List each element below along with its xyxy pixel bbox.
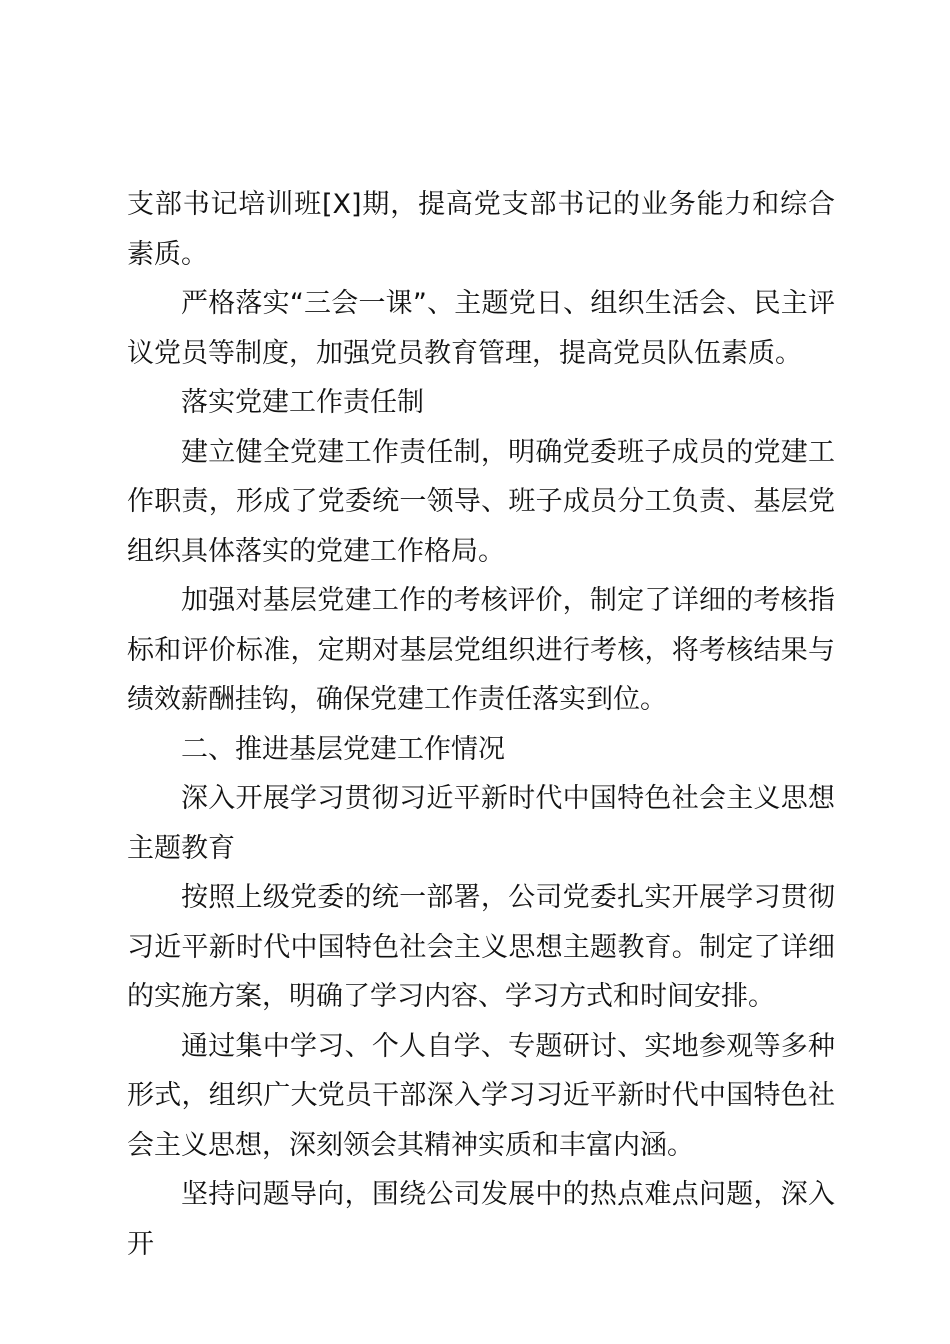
paragraph-9: 通过集中学习、个人自学、专题研讨、实地参观等多种形式，组织广大党员干部深入学习习近平新时代中国特色社会主义思想，深刻领会其精神实质和丰富内涵。 <box>127 1030 835 1161</box>
paragraph-10: 坚持问题导向，围绕公司发展中的热点难点问题，深入开 <box>127 1179 835 1260</box>
paragraph-1: 支部书记培训班[X]期，提高党支部书记的业务能力和综合素质。 <box>127 189 835 270</box>
paragraph-4: 建立健全党建工作责任制，明确党委班子成员的党建工作职责，形成了党委统一领导、班子成员分工负责、基层党组织具体落实的党建工作格局。 <box>127 436 835 567</box>
section-heading-responsibility: 落实党建工作责任制 <box>181 387 424 418</box>
paragraph-2: 严格落实“三会一课”、主题党日、组织生活会、民主评议党员等制度，加强党员教育管理，提高党员队伍素质。 <box>127 288 835 369</box>
subsection-heading-education: 深入开展学习贯彻习近平新时代中国特色社会主义思想主题教育 <box>127 783 835 864</box>
document-body <box>127 180 835 1269</box>
paragraph-5: 加强对基层党建工作的考核评价，制定了详细的考核指标和评价标准，定期对基层党组织进行考核，将考核结果与绩效薪酬挂钩，确保党建工作责任落实到位。 <box>127 585 835 715</box>
section-heading-2: 二、推进基层党建工作情况 <box>181 733 505 765</box>
paragraph-8: 按照上级党委的统一部署，公司党委扎实开展学习贯彻习近平新时代中国特色社会主义思想主题教育。制定了详细的实施方案，明确了学习内容、学习方式和时间安排。 <box>127 882 835 1012</box>
